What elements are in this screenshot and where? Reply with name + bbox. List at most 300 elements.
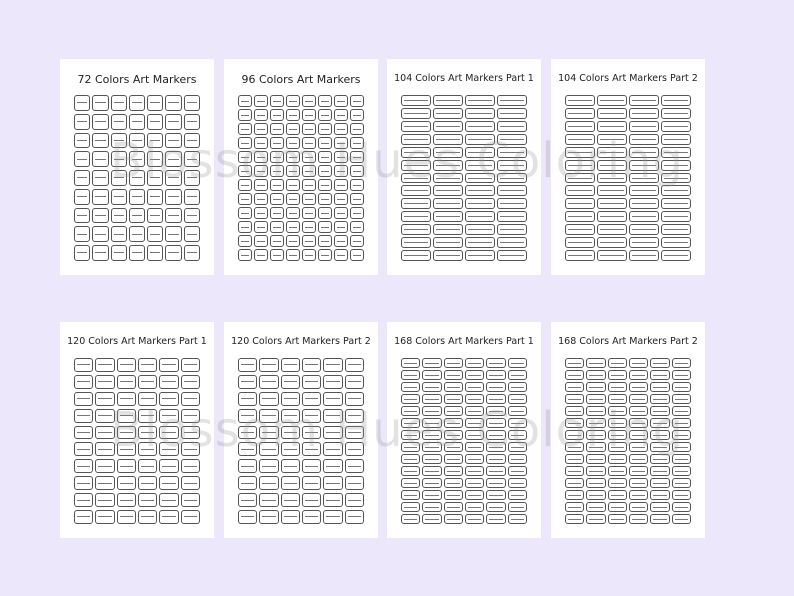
marker-swatch: [259, 493, 278, 507]
marker-swatch: [465, 406, 484, 416]
marker-swatch: [92, 151, 108, 167]
marker-swatch: [401, 382, 420, 392]
marker-swatch: [497, 108, 527, 119]
marker-swatch: [586, 478, 605, 488]
marker-swatch: [672, 370, 691, 380]
marker-swatch: [159, 476, 178, 490]
marker-swatch: [270, 193, 284, 205]
marker-swatch: [401, 160, 431, 171]
marker-swatch: [422, 478, 441, 488]
marker-swatch: [159, 392, 178, 406]
marker-swatch: [74, 442, 93, 456]
marker-swatch: [401, 185, 431, 196]
marker-swatch: [238, 459, 257, 473]
marker-swatch: [129, 95, 145, 111]
marker-swatch: [465, 237, 495, 248]
marker-swatch: [286, 193, 300, 205]
marker-swatch: [465, 514, 484, 524]
marker-swatch: [350, 95, 364, 107]
marker-swatch: [401, 478, 420, 488]
marker-swatch: [302, 358, 321, 372]
marker-swatch: [138, 510, 157, 524]
marker-grid: [74, 95, 200, 261]
marker-swatch: [565, 224, 595, 235]
marker-swatch: [165, 245, 181, 261]
marker-swatch: [238, 123, 252, 135]
marker-swatch: [345, 459, 364, 473]
page-title: 96 Colors Art Markers: [241, 73, 361, 86]
marker-swatch: [465, 466, 484, 476]
marker-swatch: [650, 370, 669, 380]
marker-swatch: [565, 198, 595, 209]
marker-swatch: [302, 426, 321, 440]
marker-swatch: [629, 95, 659, 106]
marker-swatch: [565, 147, 595, 158]
marker-swatch: [565, 430, 584, 440]
marker-swatch: [608, 370, 627, 380]
marker-swatch: [302, 151, 316, 163]
marker-swatch: [345, 426, 364, 440]
marker-swatch: [497, 173, 527, 184]
marker-swatch: [586, 490, 605, 500]
marker-swatch: [95, 426, 114, 440]
marker-swatch: [111, 170, 127, 186]
marker-swatch: [672, 478, 691, 488]
marker-swatch: [672, 430, 691, 440]
marker-swatch: [345, 392, 364, 406]
page-96-colors: [224, 59, 378, 275]
page-72-colors: [60, 59, 214, 275]
marker-swatch: [597, 185, 627, 196]
marker-swatch: [672, 394, 691, 404]
marker-swatch: [318, 235, 332, 247]
marker-swatch: [608, 406, 627, 416]
marker-swatch: [486, 466, 505, 476]
marker-swatch: [608, 430, 627, 440]
marker-swatch: [565, 382, 584, 392]
marker-swatch: [465, 121, 495, 132]
marker-swatch: [95, 459, 114, 473]
marker-swatch: [661, 237, 691, 248]
marker-swatch: [281, 392, 300, 406]
marker-swatch: [323, 358, 342, 372]
marker-swatch: [650, 490, 669, 500]
marker-swatch: [111, 133, 127, 149]
marker-swatch: [401, 134, 431, 145]
marker-swatch: [184, 151, 200, 167]
marker-swatch: [401, 224, 431, 235]
marker-swatch: [401, 466, 420, 476]
marker-swatch: [608, 358, 627, 368]
marker-swatch: [565, 173, 595, 184]
marker-swatch: [111, 245, 127, 261]
marker-swatch: [650, 382, 669, 392]
marker-swatch: [334, 193, 348, 205]
page-120-colors-part-2: [224, 322, 378, 538]
marker-swatch: [238, 476, 257, 490]
marker-swatch: [465, 430, 484, 440]
page-title: 104 Colors Art Markers Part 2: [558, 73, 698, 84]
marker-swatch: [608, 454, 627, 464]
marker-swatch: [465, 224, 495, 235]
marker-swatch: [254, 165, 268, 177]
marker-swatch: [629, 224, 659, 235]
marker-swatch: [565, 121, 595, 132]
marker-swatch: [95, 409, 114, 423]
marker-swatch: [159, 510, 178, 524]
marker-swatch: [147, 208, 163, 224]
marker-swatch: [497, 185, 527, 196]
marker-swatch: [497, 250, 527, 261]
marker-swatch: [401, 250, 431, 261]
marker-swatch: [565, 211, 595, 222]
marker-swatch: [302, 459, 321, 473]
marker-swatch: [422, 502, 441, 512]
marker-swatch: [497, 95, 527, 106]
marker-swatch: [401, 173, 431, 184]
marker-swatch: [165, 133, 181, 149]
marker-swatch: [138, 392, 157, 406]
marker-swatch: [465, 442, 484, 452]
marker-swatch: [486, 514, 505, 524]
marker-swatch: [565, 134, 595, 145]
marker-swatch: [259, 358, 278, 372]
marker-swatch: [95, 442, 114, 456]
marker-swatch: [138, 442, 157, 456]
marker-swatch: [184, 226, 200, 242]
marker-swatch: [497, 134, 527, 145]
marker-swatch: [401, 430, 420, 440]
marker-swatch: [238, 165, 252, 177]
marker-swatch: [629, 406, 648, 416]
marker-swatch: [629, 514, 648, 524]
marker-swatch: [629, 394, 648, 404]
marker-swatch: [254, 137, 268, 149]
marker-swatch: [323, 493, 342, 507]
marker-swatch: [486, 502, 505, 512]
marker-swatch: [323, 409, 342, 423]
marker-swatch: [111, 114, 127, 130]
marker-swatch: [486, 358, 505, 368]
marker-swatch: [597, 224, 627, 235]
marker-swatch: [650, 394, 669, 404]
watermark: Blossom Hues Coloring: [110, 133, 684, 189]
marker-swatch: [281, 493, 300, 507]
marker-swatch: [74, 426, 93, 440]
marker-swatch: [147, 170, 163, 186]
page-104-colors-part-2: [551, 59, 705, 275]
marker-swatch: [565, 406, 584, 416]
marker-swatch: [334, 221, 348, 233]
marker-swatch: [74, 114, 90, 130]
marker-swatch: [629, 418, 648, 428]
marker-swatch: [401, 514, 420, 524]
marker-swatch: [486, 394, 505, 404]
marker-swatch: [586, 430, 605, 440]
marker-swatch: [281, 409, 300, 423]
marker-swatch: [608, 466, 627, 476]
marker-swatch: [281, 476, 300, 490]
marker-swatch: [661, 108, 691, 119]
marker-swatch: [345, 375, 364, 389]
marker-swatch: [254, 221, 268, 233]
marker-swatch: [74, 95, 90, 111]
marker-swatch: [661, 198, 691, 209]
marker-swatch: [238, 95, 252, 107]
marker-swatch: [92, 170, 108, 186]
marker-swatch: [350, 249, 364, 261]
marker-swatch: [465, 394, 484, 404]
marker-swatch: [650, 418, 669, 428]
marker-swatch: [672, 454, 691, 464]
marker-swatch: [597, 95, 627, 106]
marker-swatch: [74, 409, 93, 423]
marker-swatch: [672, 514, 691, 524]
marker-swatch: [650, 502, 669, 512]
marker-swatch: [629, 134, 659, 145]
marker-swatch: [629, 502, 648, 512]
page-title: 168 Colors Art Markers Part 2: [558, 336, 698, 347]
marker-swatch: [433, 95, 463, 106]
marker-swatch: [74, 226, 90, 242]
marker-swatch: [159, 493, 178, 507]
marker-swatch: [117, 409, 136, 423]
marker-swatch: [159, 459, 178, 473]
marker-swatch: [444, 418, 463, 428]
marker-swatch: [565, 250, 595, 261]
marker-swatch: [286, 109, 300, 121]
marker-swatch: [345, 476, 364, 490]
marker-swatch: [95, 358, 114, 372]
marker-swatch: [597, 250, 627, 261]
marker-swatch: [629, 490, 648, 500]
marker-swatch: [486, 418, 505, 428]
marker-swatch: [117, 426, 136, 440]
marker-swatch: [129, 189, 145, 205]
marker-swatch: [184, 133, 200, 149]
marker-swatch: [286, 151, 300, 163]
marker-swatch: [345, 493, 364, 507]
marker-swatch: [318, 137, 332, 149]
marker-swatch: [92, 95, 108, 111]
marker-swatch: [629, 185, 659, 196]
page-104-colors-part-1: [387, 59, 541, 275]
marker-swatch: [92, 245, 108, 261]
marker-swatch: [433, 108, 463, 119]
marker-swatch: [286, 95, 300, 107]
marker-swatch: [350, 235, 364, 247]
marker-swatch: [422, 454, 441, 464]
marker-swatch: [181, 510, 200, 524]
marker-swatch: [401, 418, 420, 428]
marker-swatch: [92, 114, 108, 130]
marker-swatch: [165, 208, 181, 224]
marker-swatch: [117, 493, 136, 507]
marker-swatch: [238, 409, 257, 423]
marker-swatch: [401, 147, 431, 158]
marker-swatch: [661, 211, 691, 222]
marker-swatch: [286, 235, 300, 247]
marker-swatch: [74, 510, 93, 524]
marker-swatch: [465, 454, 484, 464]
marker-swatch: [465, 108, 495, 119]
marker-swatch: [323, 392, 342, 406]
marker-swatch: [270, 137, 284, 149]
marker-swatch: [433, 160, 463, 171]
marker-swatch: [92, 208, 108, 224]
marker-swatch: [422, 442, 441, 452]
marker-swatch: [661, 121, 691, 132]
marker-swatch: [444, 394, 463, 404]
marker-swatch: [629, 478, 648, 488]
marker-swatch: [165, 95, 181, 111]
marker-swatch: [565, 185, 595, 196]
marker-swatch: [629, 160, 659, 171]
marker-swatch: [302, 493, 321, 507]
marker-swatch: [318, 109, 332, 121]
marker-swatch: [565, 394, 584, 404]
marker-swatch: [629, 358, 648, 368]
marker-swatch: [486, 454, 505, 464]
marker-swatch: [586, 502, 605, 512]
marker-swatch: [323, 476, 342, 490]
marker-swatch: [586, 418, 605, 428]
marker-swatch: [422, 418, 441, 428]
marker-swatch: [74, 170, 90, 186]
marker-swatch: [238, 137, 252, 149]
page-title: 104 Colors Art Markers Part 1: [394, 73, 534, 84]
marker-swatch: [433, 185, 463, 196]
marker-swatch: [129, 208, 145, 224]
marker-swatch: [286, 137, 300, 149]
marker-swatch: [608, 514, 627, 524]
marker-swatch: [138, 459, 157, 473]
marker-swatch: [111, 95, 127, 111]
marker-swatch: [608, 418, 627, 428]
marker-swatch: [661, 95, 691, 106]
marker-swatch: [629, 108, 659, 119]
marker-swatch: [586, 370, 605, 380]
marker-swatch: [465, 502, 484, 512]
marker-swatch: [181, 392, 200, 406]
marker-swatch: [465, 198, 495, 209]
marker-swatch: [259, 442, 278, 456]
marker-swatch: [465, 185, 495, 196]
marker-swatch: [111, 151, 127, 167]
marker-swatch: [465, 358, 484, 368]
marker-swatch: [629, 382, 648, 392]
page-title: 120 Colors Art Markers Part 1: [67, 336, 207, 347]
marker-swatch: [401, 490, 420, 500]
marker-swatch: [433, 134, 463, 145]
marker-swatch: [672, 418, 691, 428]
marker-swatch: [465, 418, 484, 428]
marker-swatch: [433, 147, 463, 158]
marker-swatch: [629, 466, 648, 476]
marker-swatch: [111, 226, 127, 242]
marker-swatch: [302, 207, 316, 219]
marker-swatch: [350, 179, 364, 191]
marker-swatch: [608, 382, 627, 392]
marker-swatch: [350, 137, 364, 149]
marker-swatch: [444, 466, 463, 476]
watermark: Blossom Hues Coloring: [110, 402, 684, 458]
marker-swatch: [323, 459, 342, 473]
marker-swatch: [117, 358, 136, 372]
marker-swatch: [138, 493, 157, 507]
marker-swatch: [286, 123, 300, 135]
marker-swatch: [111, 189, 127, 205]
marker-swatch: [465, 211, 495, 222]
marker-swatch: [672, 490, 691, 500]
marker-swatch: [350, 109, 364, 121]
marker-swatch: [138, 375, 157, 389]
marker-swatch: [238, 109, 252, 121]
marker-swatch: [270, 151, 284, 163]
marker-swatch: [629, 442, 648, 452]
marker-swatch: [672, 406, 691, 416]
marker-swatch: [597, 121, 627, 132]
marker-swatch: [444, 442, 463, 452]
marker-swatch: [323, 375, 342, 389]
marker-swatch: [422, 358, 441, 368]
marker-swatch: [138, 409, 157, 423]
marker-swatch: [281, 375, 300, 389]
marker-swatch: [281, 459, 300, 473]
marker-swatch: [318, 151, 332, 163]
marker-swatch: [586, 466, 605, 476]
marker-swatch: [323, 442, 342, 456]
marker-swatch: [433, 250, 463, 261]
marker-swatch: [422, 394, 441, 404]
marker-swatch: [629, 198, 659, 209]
marker-swatch: [433, 237, 463, 248]
marker-swatch: [302, 510, 321, 524]
marker-swatch: [147, 189, 163, 205]
marker-swatch: [497, 121, 527, 132]
marker-swatch: [629, 173, 659, 184]
marker-swatch: [302, 476, 321, 490]
marker-swatch: [334, 179, 348, 191]
marker-swatch: [433, 173, 463, 184]
marker-swatch: [565, 514, 584, 524]
marker-swatch: [138, 426, 157, 440]
marker-swatch: [597, 173, 627, 184]
marker-swatch: [497, 224, 527, 235]
marker-swatch: [302, 179, 316, 191]
marker-swatch: [74, 189, 90, 205]
marker-swatch: [318, 179, 332, 191]
marker-swatch: [486, 382, 505, 392]
marker-swatch: [597, 108, 627, 119]
marker-swatch: [259, 459, 278, 473]
marker-swatch: [181, 476, 200, 490]
marker-swatch: [302, 109, 316, 121]
marker-swatch: [181, 442, 200, 456]
marker-swatch: [608, 478, 627, 488]
marker-swatch: [401, 502, 420, 512]
marker-swatch: [286, 249, 300, 261]
marker-swatch: [629, 237, 659, 248]
marker-swatch: [281, 426, 300, 440]
marker-swatch: [74, 208, 90, 224]
marker-swatch: [254, 95, 268, 107]
marker-swatch: [508, 358, 527, 368]
marker-swatch: [465, 382, 484, 392]
marker-swatch: [465, 370, 484, 380]
marker-swatch: [486, 442, 505, 452]
marker-swatch: [259, 426, 278, 440]
